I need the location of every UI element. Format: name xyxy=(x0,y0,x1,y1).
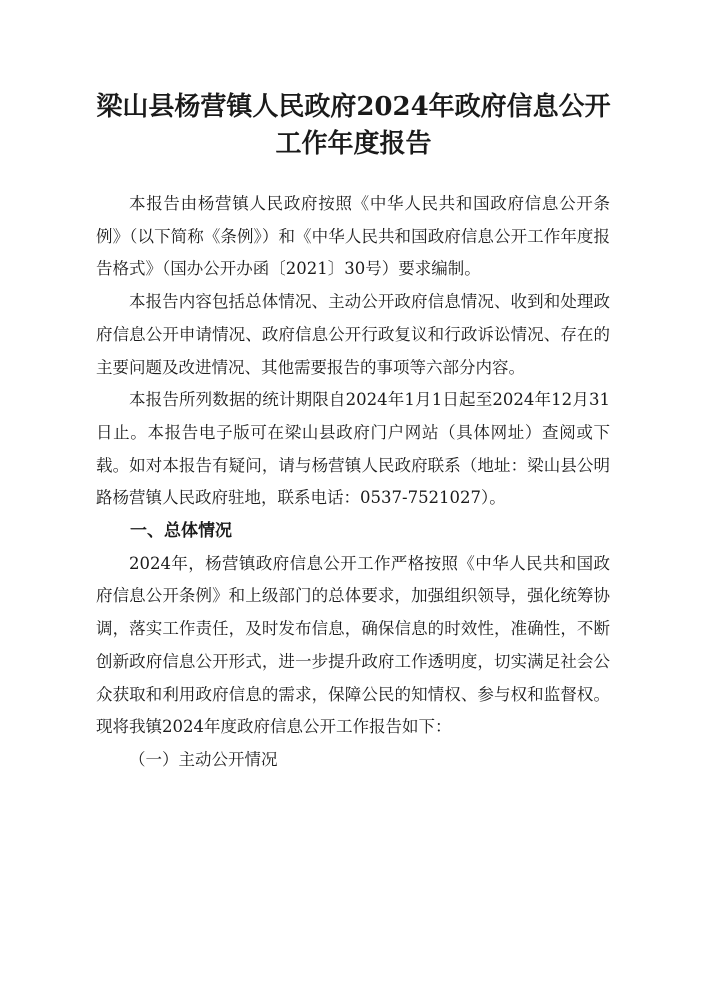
subsection-heading-active-disclosure: （一）主动公开情况 xyxy=(129,749,278,769)
intro-paragraph-basis: 本报告由杨营镇人民政府按照《中华人民共和国政府信息公开条例》（以下简称《条例》）和《中华人民共和国政府信息公开工作年度报告格式》（国办公开办函〔2021〕30号）要求编制。 xyxy=(96,194,610,279)
document-body xyxy=(96,188,610,777)
intro-paragraph-contents: 本报告内容包括总体情况、主动公开政府信息情况、收到和处理政府信息公开申请情况、政府信息公开行政复议和行政诉讼情况、存在的主要问题及改进情况、其他需要报告的事项等六部分内容。 xyxy=(96,292,610,377)
overview-paragraph: 2024年，杨营镇政府信息公开工作严格按照《中华人民共和国政府信息公开条例》和上级部门的总体要求，加强组织领导，强化统筹协调，落实工作责任，及时发布信息，确保信息的时效性，准确性，不断创新政府信息公开形式，进一步提升政府工作透明度，切实满足社会公众获取和利用政府信息的需求，保障公民的知情权、参与权和监督权。现将我镇2024年度政府信息公开工作报告如下： xyxy=(96,553,610,737)
section-heading-overview: 一、总体情况 xyxy=(130,521,232,542)
document-title-line2: 工作年度报告 xyxy=(275,129,432,159)
document-title-line1: 梁山县杨营镇人民政府2024年政府信息公开 xyxy=(96,92,611,122)
intro-paragraph-period: 本报告所列数据的统计期限自2024年1月1日起至2024年12月31日止。本报告电子版可在梁山县政府门户网站（具体网址）查阅或下载。如对本报告有疑问，请与杨营镇人民政府联系（地址：梁山县公明路杨营镇人民政府驻地，联系电话：0537-7521027）。 xyxy=(96,390,610,508)
